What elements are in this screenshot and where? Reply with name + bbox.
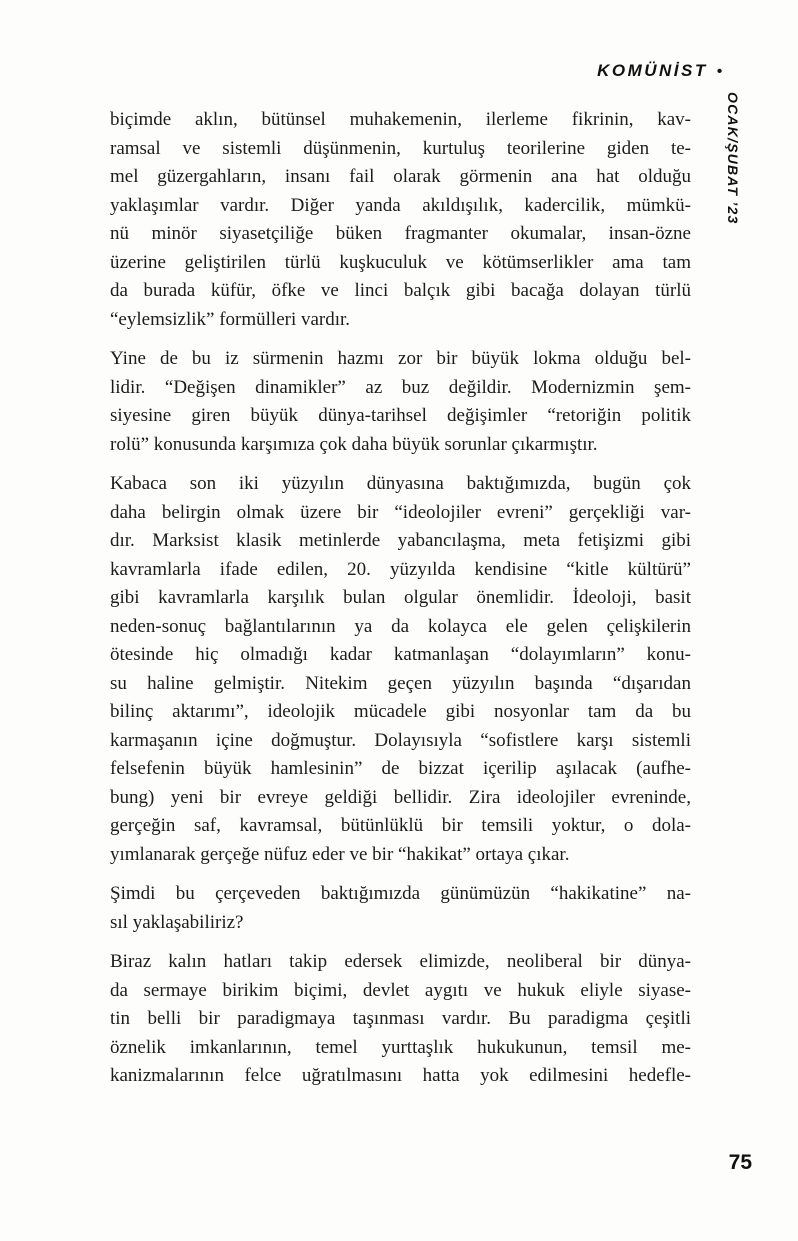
- running-head: [597, 61, 722, 81]
- text-line: mel güzergahların, insanı fail olarak görmenin ana hat olduğu: [110, 166, 691, 187]
- text-line: bilinç aktarımı”, ideolojik mücadele gibi nosyonlar tam da bu: [110, 701, 691, 722]
- text-line: tin belli bir paradigmaya taşınması vardır. Bu paradigma çeşitli: [110, 1008, 691, 1029]
- text-line: Biraz kalın hatları takip edersek elimizde, neoliberal bir dünya-: [110, 951, 691, 972]
- text-line: da burada küfür, öfke ve linci balçık gibi bacağa dolayan türlü: [110, 280, 691, 301]
- text-line: sıl yaklaşabiliriz?: [110, 911, 244, 933]
- text-line: öznelik imkanlarının, temel yurttaşlık hukukunun, temsil me-: [110, 1036, 691, 1058]
- text-line: biçimde aklın, bütünsel muhakemenin, ilerleme fikrinin, kav-: [110, 109, 691, 130]
- magazine-title: KOMÜNİST: [597, 61, 708, 80]
- text-line: neden-sonuç bağlantılarının ya da kolayca ele gelen çelişkilerin: [110, 615, 691, 637]
- paragraph: [110, 470, 691, 869]
- text-line: karmaşanın içine doğmuştur. Dolayısıyla “sofistlere karşı sistemli: [110, 729, 691, 751]
- text-line: gerçeğin saf, kavramsal, bütünlüklü bir temsili yoktur, o dola-: [110, 815, 691, 836]
- paragraph: [110, 106, 691, 334]
- text-line: nü minör siyasetçiliğe büken fragmanter okumalar, insan-özne: [110, 223, 691, 244]
- article-body: [110, 106, 691, 1102]
- text-line: su haline gelmiştir. Nitekim geçen yüzyılın başında “dışarıdan: [110, 672, 691, 694]
- text-line: “eylemsizlik” formülleri vardır.: [110, 308, 351, 330]
- paragraph: [110, 948, 691, 1091]
- text-line: ötesinde hiç olmadığı kadar katmanlaşan “dolayımların” konu-: [110, 644, 691, 665]
- text-line: kavramlarla ifade edilen, 20. yüzyılda kendisine “kitle kültürü”: [110, 558, 691, 580]
- text-line: ramsal ve sistemli düşünmenin, kurtuluş teorilerine giden te-: [110, 137, 691, 159]
- text-line: Şimdi bu çerçeveden baktığımızda günümüzün “hakikatine” na-: [110, 883, 691, 904]
- text-line: üzerine geliştirilen türlü kuşkuculuk ve kötümserlikler ama tam: [110, 251, 691, 273]
- text-line: yımlanarak gerçeğe nüfuz eder ve bir “hakikat” ortaya çıkar.: [110, 843, 570, 865]
- text-line: dır. Marksist klasik metinlerde yabancılaşma, meta fetişizmi gibi: [110, 530, 691, 551]
- text-line: lidir. “Değişen dinamikler” az buz değildir. Modernizmin şem-: [110, 376, 691, 398]
- text-line: bung) yeni bir evreye geldiği bellidir. Zira ideolojiler evreninde,: [110, 786, 691, 808]
- page-number: 75: [728, 1151, 752, 1174]
- paragraph: [110, 345, 691, 459]
- title-bullet-icon: •: [716, 63, 722, 80]
- text-line: daha belirgin olmak üzere bir “ideolojiler evreni” gerçekliği var-: [110, 501, 691, 523]
- paragraph: [110, 880, 691, 937]
- text-line: da sermaye birikim biçimi, devlet aygıtı ve hukuk eliyle siyase-: [110, 979, 691, 1001]
- text-line: gibi kavramlarla karşılık bulan olgular önemlidir. İdeoloji, basit: [110, 587, 691, 608]
- text-line: rolü” konusunda karşımıza çok daha büyük sorunlar çıkarmıştır.: [110, 433, 598, 455]
- text-line: siyesine giren büyük dünya-tarihsel değişimler “retoriğin politik: [110, 405, 691, 426]
- text-line: kanizmalarının felce uğratılmasını hatta yok edilmesini hedefle-: [110, 1065, 691, 1086]
- text-line: Yine de bu iz sürmenin hazmı zor bir büyük lokma olduğu bel-: [110, 348, 691, 369]
- text-line: felsefenin büyük hamlesinin” de bizzat içerilip aşılacak (aufhe-: [110, 758, 691, 779]
- text-line: Kabaca son iki yüzyılın dünyasına baktığımızda, bugün çok: [110, 473, 691, 494]
- text-line: yaklaşımlar vardır. Diğer yanda akıldışılık, kadercilik, mümkü-: [110, 194, 691, 216]
- issue-date: OCAK/ŞUBAT ’23: [725, 92, 741, 225]
